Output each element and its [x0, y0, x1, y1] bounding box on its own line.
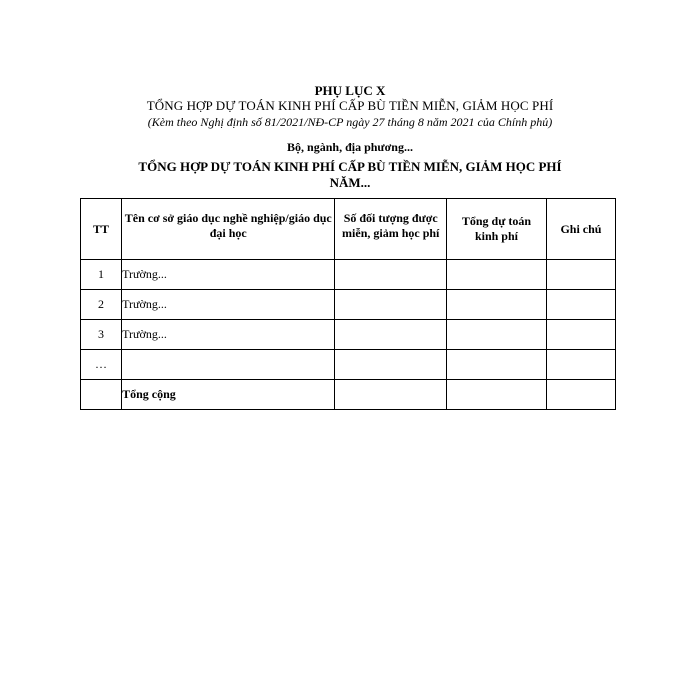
cell-note [546, 290, 615, 320]
cell-note [546, 380, 615, 410]
cell-total [447, 350, 547, 380]
cell-note [546, 320, 615, 350]
cell-total [447, 290, 547, 320]
total-label: Tổng cộng [122, 380, 335, 410]
header-tt: TT [81, 199, 122, 260]
cell-count [335, 320, 447, 350]
cell-note [546, 260, 615, 290]
cell-tt: … [81, 350, 122, 380]
cell-total [447, 260, 547, 290]
table-row [81, 260, 616, 290]
cell-total [447, 320, 547, 350]
cell-name: Trường... [122, 260, 335, 290]
table-row [81, 320, 616, 350]
cell-count [335, 260, 447, 290]
cell-tt: 1 [81, 260, 122, 290]
cell-name [122, 350, 335, 380]
header-count: Số đối tượng được miễn, giảm học phí [335, 199, 447, 260]
document-subtitle: (Kèm theo Nghị định số 81/2021/NĐ-CP ngày 27 tháng 8 năm 2021 của Chính phủ) [147, 115, 553, 129]
document-title: TỔNG HỢP DỰ TOÁN KINH PHÍ CẤP BÙ TIỀN MIỄN, GIẢM HỌC PHÍ [146, 98, 554, 113]
header-total: Tổng dự toán kinh phí [447, 199, 547, 260]
cell-tt [81, 380, 122, 410]
table-title [90, 159, 610, 191]
table-row [81, 350, 616, 380]
table-title-line2: NĂM... [329, 175, 371, 190]
table-total-row [81, 380, 616, 410]
header-note: Ghi chú [546, 199, 615, 260]
cell-total [447, 380, 547, 410]
cell-name: Trường... [122, 320, 335, 350]
cell-count [335, 350, 447, 380]
table-title-line1: TỔNG HỢP DỰ TOÁN KINH PHÍ CẤP BÙ TIỀN MIỄN, GIẢM HỌC PHÍ [138, 159, 562, 174]
table-row [81, 290, 616, 320]
cell-name: Trường... [122, 290, 335, 320]
appendix-label: PHỤ LỤC X [314, 83, 386, 98]
cell-count [335, 380, 447, 410]
cell-count [335, 290, 447, 320]
table-header-row [81, 199, 616, 260]
cell-note [546, 350, 615, 380]
agency-line: Bộ, ngành, địa phương... [287, 140, 413, 154]
cell-tt: 3 [81, 320, 122, 350]
estimate-table [80, 198, 616, 410]
cell-tt: 2 [81, 290, 122, 320]
header-name: Tên cơ sở giáo dục nghề nghiệp/giáo dục đại học [122, 199, 335, 260]
